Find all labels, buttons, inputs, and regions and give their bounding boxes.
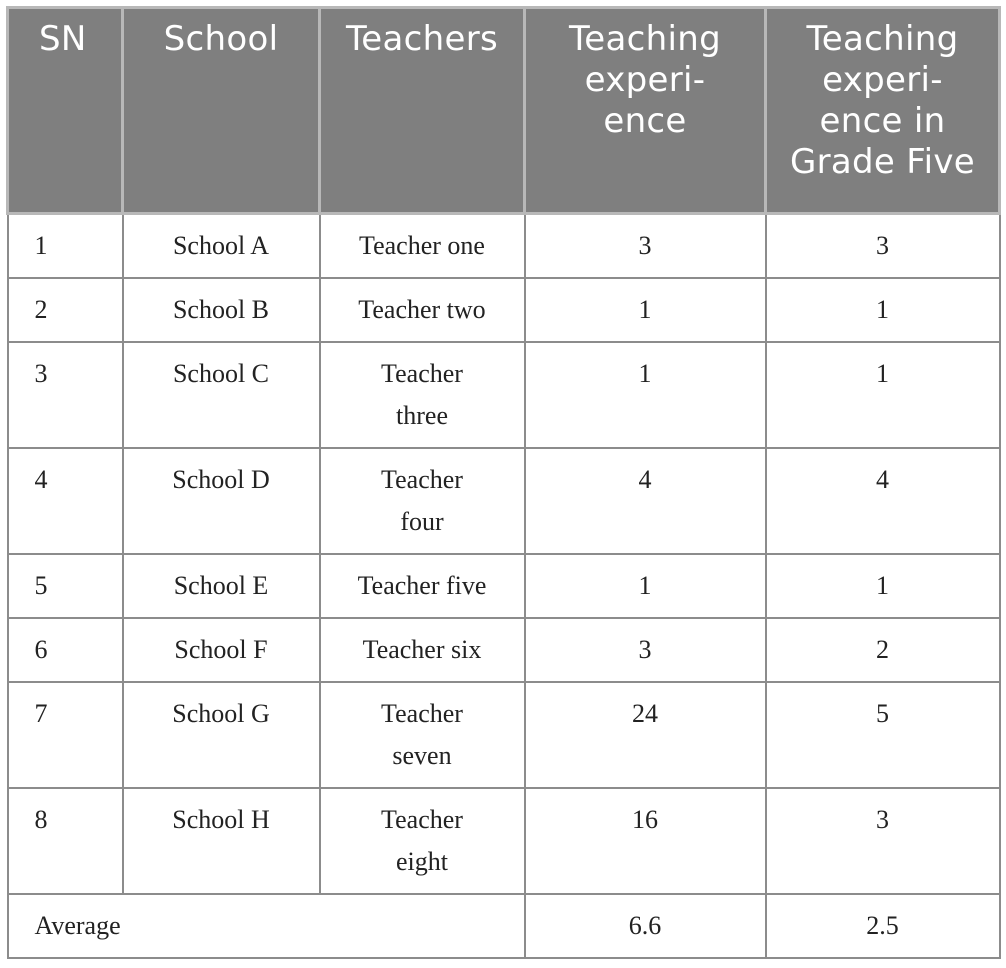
cell-sn: 8 xyxy=(8,788,123,894)
cell-teacher xyxy=(320,342,525,448)
cell-grade-five: 3 xyxy=(766,214,1000,279)
cell-school: School E xyxy=(123,554,320,618)
header-row xyxy=(8,8,1000,214)
cell-school: School C xyxy=(123,342,320,448)
cell-experience: 24 xyxy=(525,682,766,788)
cell-sn: 6 xyxy=(8,618,123,682)
cell-teacher: Teacher one xyxy=(320,214,525,279)
cell-school: School B xyxy=(123,278,320,342)
cell-school: School H xyxy=(123,788,320,894)
table-row xyxy=(8,618,1000,682)
cell-grade-five: 2 xyxy=(766,618,1000,682)
cell-sn: 7 xyxy=(8,682,123,788)
cell-teacher xyxy=(320,682,525,788)
header-grade-five-experience-text: Teaching experi-ence in Grade Five xyxy=(789,19,976,182)
cell-school: School F xyxy=(123,618,320,682)
cell-grade-five: 3 xyxy=(766,788,1000,894)
cell-sn: 5 xyxy=(8,554,123,618)
cell-sn: 4 xyxy=(8,448,123,554)
cell-teacher: Teacher two xyxy=(320,278,525,342)
cell-teacher-text: Teacher four xyxy=(381,465,463,536)
cell-teacher xyxy=(320,788,525,894)
cell-grade-five: 4 xyxy=(766,448,1000,554)
cell-teacher xyxy=(320,448,525,554)
cell-experience: 1 xyxy=(525,554,766,618)
cell-teacher-text: Teacher eight xyxy=(381,805,463,876)
cell-grade-five: 5 xyxy=(766,682,1000,788)
cell-grade-five: 1 xyxy=(766,554,1000,618)
cell-teacher-text: Teacher seven xyxy=(381,699,463,770)
cell-experience: 3 xyxy=(525,618,766,682)
cell-school: School G xyxy=(123,682,320,788)
cell-teacher: Teacher six xyxy=(320,618,525,682)
cell-sn: 3 xyxy=(8,342,123,448)
table-row xyxy=(8,788,1000,894)
cell-teacher-text: Teacher three xyxy=(381,359,463,430)
cell-experience: 3 xyxy=(525,214,766,279)
experience-table xyxy=(6,6,1001,959)
header-teaching-experience xyxy=(525,8,766,214)
cell-grade-five: 1 xyxy=(766,342,1000,448)
cell-grade-five: 1 xyxy=(766,278,1000,342)
average-row xyxy=(8,894,1000,958)
cell-school: School D xyxy=(123,448,320,554)
cell-experience: 1 xyxy=(525,278,766,342)
cell-experience: 4 xyxy=(525,448,766,554)
table-row xyxy=(8,342,1000,448)
table-row xyxy=(8,448,1000,554)
header-teachers: Teachers xyxy=(320,8,525,214)
cell-experience: 16 xyxy=(525,788,766,894)
cell-teacher: Teacher five xyxy=(320,554,525,618)
cell-school: School A xyxy=(123,214,320,279)
table-row xyxy=(8,214,1000,279)
table-row xyxy=(8,278,1000,342)
cell-experience: 1 xyxy=(525,342,766,448)
header-grade-five-experience xyxy=(766,8,1000,214)
average-experience: 6.6 xyxy=(525,894,766,958)
table-row xyxy=(8,554,1000,618)
table-row xyxy=(8,682,1000,788)
average-label: Average xyxy=(8,894,525,958)
cell-sn: 2 xyxy=(8,278,123,342)
header-sn: SN xyxy=(8,8,123,214)
header-school: School xyxy=(123,8,320,214)
cell-sn: 1 xyxy=(8,214,123,279)
header-teaching-experience-text: Teaching experi-ence xyxy=(569,19,721,141)
average-grade-five: 2.5 xyxy=(766,894,1000,958)
